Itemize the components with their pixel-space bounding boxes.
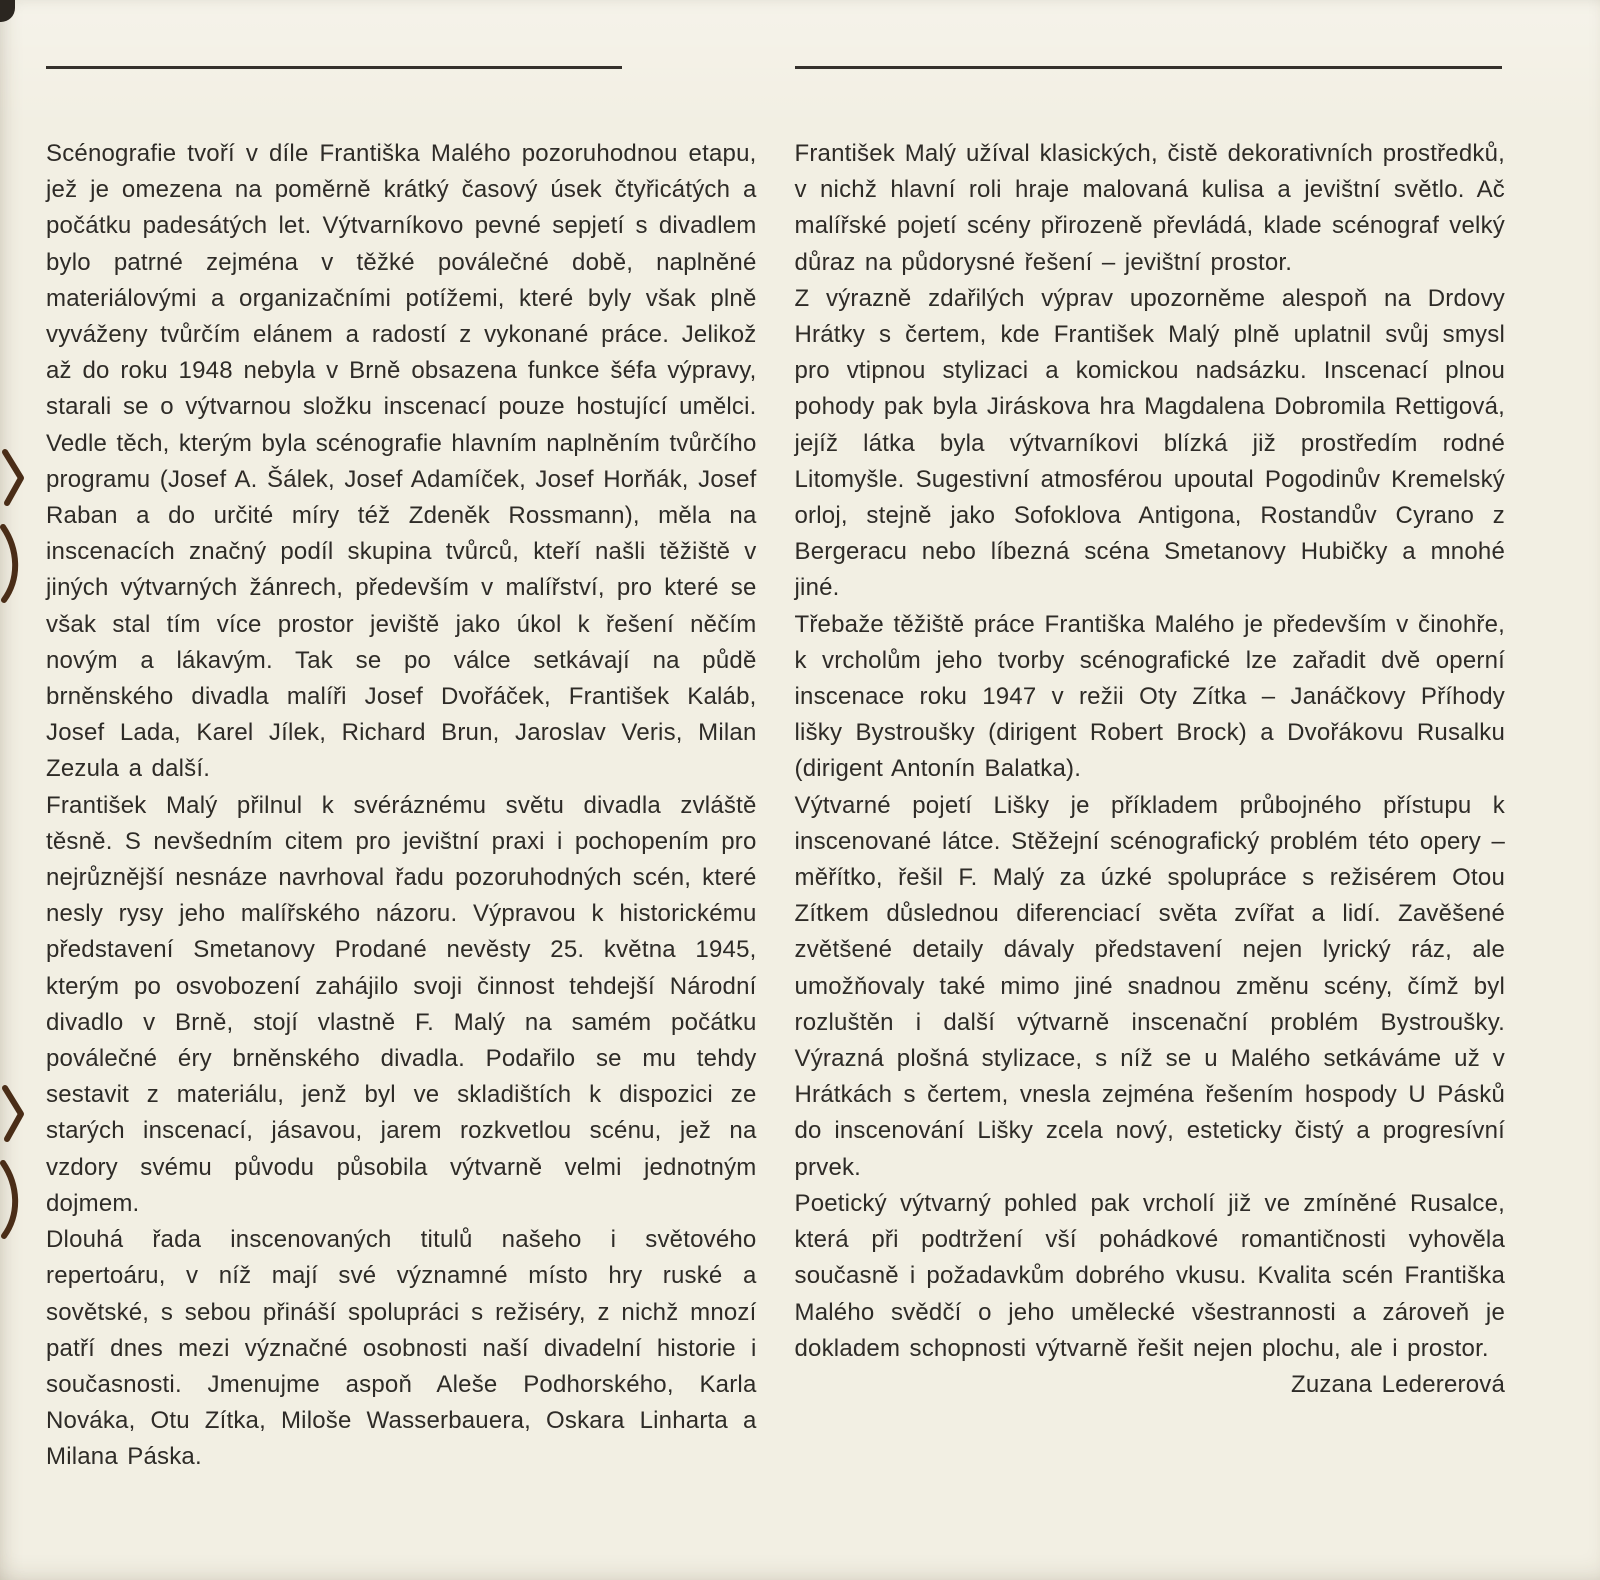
left-column [46, 136, 757, 1476]
paragraph: Z výrazně zdařilých výprav upozorněme alespoň na Drdovy Hrátky s čertem, kde František Malý plně uplatnil svůj smysl pro vtipnou stylizaci a komickou nadsázku. Inscenací plnou pohody pak byla Jiráskova hra Magdalena Dobromila Rettigová, jejíž látka byla výtvarníkovi blízká již prostředím rodné Litomyšle. Sugestivní atmosférou upoutal Pogodinův Kremelský orloj, stejně jako Sofoklova Antigona, Rostandův Cyrano z Bergeracu nebo líbezná scéna Smetanovy Hubičky a mnohé jiné. [794, 284, 1505, 602]
author-signature: Zuzana Ledererová [1290, 1370, 1505, 1398]
binding-thread-marks [0, 0, 40, 1580]
paragraph: Scénografie tvoří v díle Františka Malého pozoruhodnou etapu, jež je omezena na poměrně krátký časový úsek čtyřicátých a počátku padesátých let. Výtvarníkovo pevné sepjetí s divadlem bylo patrné zejména v těžké poválečné době, naplněné materiálovými a organizačními potížemi, které byly však plně vyváženy tvůrčím elánem a radostí z vykonané práce. Jelikož až do roku 1948 nebyla v Brně obsazena funkce šéfa výpravy, starali se o výtvarnou složku inscenací pouze hostující umělci. Vedle těch, kterým byla scénografie hlavním naplněním tvůrčího programu (Josef A. Šálek, Josef Adamíček, Josef Horňák, Josef Raban a do určité míry též Zdeněk Rossmann), měla na inscenacích značný podíl skupina tvůrců, kteří našli těžiště v jiných výtvarných žánrech, především v malířství, pro které se však stal tím více prostor jeviště jako úkol k řešení něčím novým a lákavým. Tak se po válce setkávají na půdě brněnského divadla malíři Josef Dvořáček, František Kaláb, Josef Lada, Karel Jílek, Richard Brun, Jaroslav Veris, Milan Zezula a další. [46, 140, 757, 783]
paragraph: František Malý užíval klasických, čistě dekorativních prostředků, v nichž hlavní roli hraje malovaná kulisa a jevištní světlo. Ač malířské pojetí scény přirozeně převládá, klade scénograf velký důraz na půdorysné řešení – jevištní prostor. [794, 140, 1505, 276]
paragraph: Dlouhá řada inscenovaných titulů našeho i světového repertoáru, v níž mají své významné místo hry ruské a sovětské, s sebou přináší spolupráci s režiséry, z nichž mnozí patří dnes mezi význačné osobnosti naší divadelní historie i současnosti. Jmenujme aspoň Aleše Podhorského, Karla Nováka, Otu Zítka, Miloše Wasserbauera, Oskara Linharta a Milana Páska. [46, 1226, 757, 1471]
scan-corner-artifact [0, 0, 15, 22]
two-column-text [46, 136, 1505, 1476]
paragraph: Výtvarné pojetí Lišky je příkladem průbojného přístupu k inscenované látce. Stěžejní scénografický problém této opery – měřítko, řešil F. Malý za úzké spolupráce s režisérem Otou Zítkem důslednou diferenciací světa zvířat a lidí. Zavěšené zvětšené detaily dávaly představení nejen lyrický ráz, ale umožňovaly také mimo jiné snadnou změnu scény, čímž byl rozluštěn i další výtvarně inscenační problém Bystroušky. Výrazná plošná stylizace, s níž se u Malého setkáváme už v Hrátkách s čertem, vnesla zejména řešením hospody U Pásků do inscenování Lišky zcela nový, esteticky čistý a progresívní prvek. [794, 791, 1505, 1181]
top-rule-left [46, 66, 622, 69]
paragraph: Poetický výtvarný pohled pak vrcholí již ve zmíněné Rusalce, která při podtržení vší pohádkové romantičnosti vyhověla současně i požadavkům dobrého vkusu. Kvalita scén Františka Malého svědčí o jeho umělecké všestrannosti a zároveň je dokladem schopnosti výtvarně řešit nejen plochu, ale i prostor. [794, 1189, 1505, 1362]
right-column [795, 136, 1506, 1476]
top-rule-right [795, 66, 1502, 69]
paragraph: František Malý přilnul k svéráznému světu divadla zvláště těsně. S nevšedním citem pro jevištní praxi i pochopením pro nejrůznější nesnáze navrhoval řadu pozoruhodných scén, které nesly rysy jeho malířského názoru. Výpravou k historickému představení Smetanovy Prodané nevěsty 25. května 1945, kterým po osvobození zahájilo svoji činnost tehdejší Národní divadlo v Brně, stojí vlastně F. Malý na samém počátku poválečné éry brněnského divadla. Podařilo se mu tehdy sestavit z materiálu, jenž byl ve skladištích k dispozici ze starých inscenací, jásavou, jarem rozkvetlou scénu, jež na vzdory svému původu působila výtvarně velmi jednotným dojmem. [46, 791, 757, 1217]
paragraph: Třebaže těžiště práce Františka Malého je především v činohře, k vrcholům jeho tvorby scénografické lze zařadit dvě operní inscenace roku 1947 v režii Oty Zítka – Janáčkovy Příhody lišky Bystroušky (dirigent Robert Brock) a Dvořákovu Rusalku (dirigent Antonín Balatka). [794, 610, 1505, 783]
